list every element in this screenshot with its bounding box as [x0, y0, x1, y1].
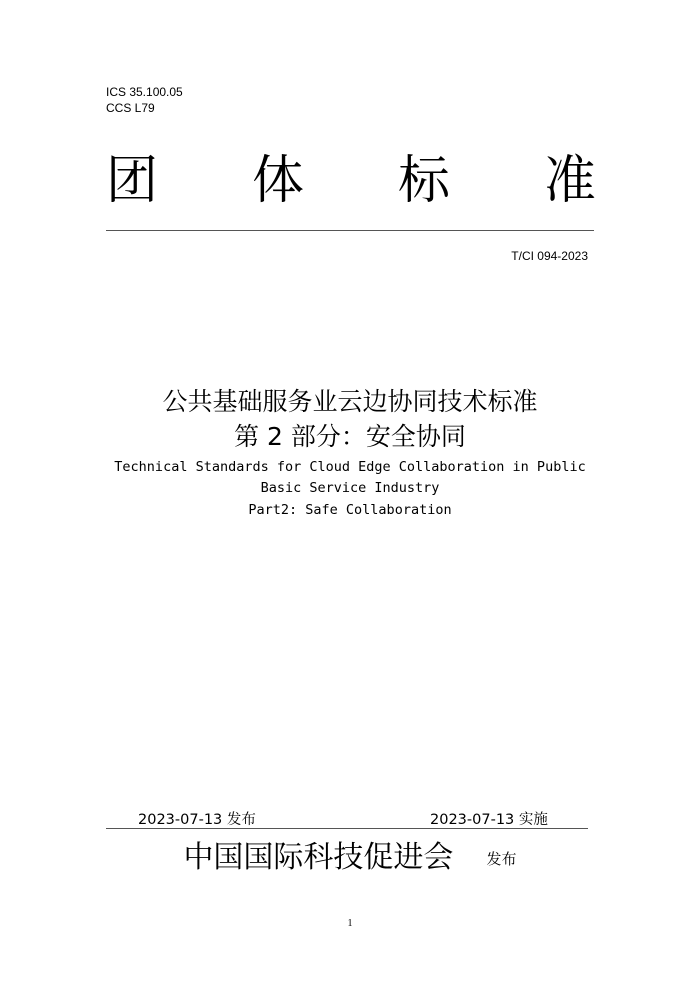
doc-type-char: 体	[251, 151, 304, 211]
publish-date: 2023-07-13 发布	[138, 812, 256, 828]
top-divider	[106, 230, 594, 231]
chinese-title-line-1: 公共基础服务业云边协同技术标准	[162, 387, 538, 416]
standard-number: T/CI 094-2023	[511, 249, 588, 263]
doc-type-char: 标	[397, 151, 450, 211]
doc-type-char: 准	[543, 151, 596, 211]
ccs-code: CCS L79	[106, 101, 155, 115]
chinese-title-line-2: 第 2 部分：安全协同	[234, 422, 466, 451]
organization-name: 中国国际科技促进会	[183, 840, 454, 875]
organization-action: 发布	[486, 849, 517, 868]
english-title-line-1: Technical Standards for Cloud Edge Collaboration in Public	[114, 459, 586, 475]
classification-codes	[106, 84, 183, 116]
doc-type-char: 团	[106, 151, 159, 211]
bottom-divider	[106, 828, 588, 829]
english-title-line-2: Basic Service Industry	[260, 480, 440, 496]
english-title-line-3: Part2: Safe Collaboration	[248, 502, 452, 518]
page-number: 1	[347, 918, 353, 929]
ics-code: ICS 35.100.05	[106, 85, 183, 99]
document-type-heading	[106, 146, 596, 216]
implement-date: 2023-07-13 实施	[430, 812, 548, 828]
issuing-organization	[0, 838, 700, 878]
